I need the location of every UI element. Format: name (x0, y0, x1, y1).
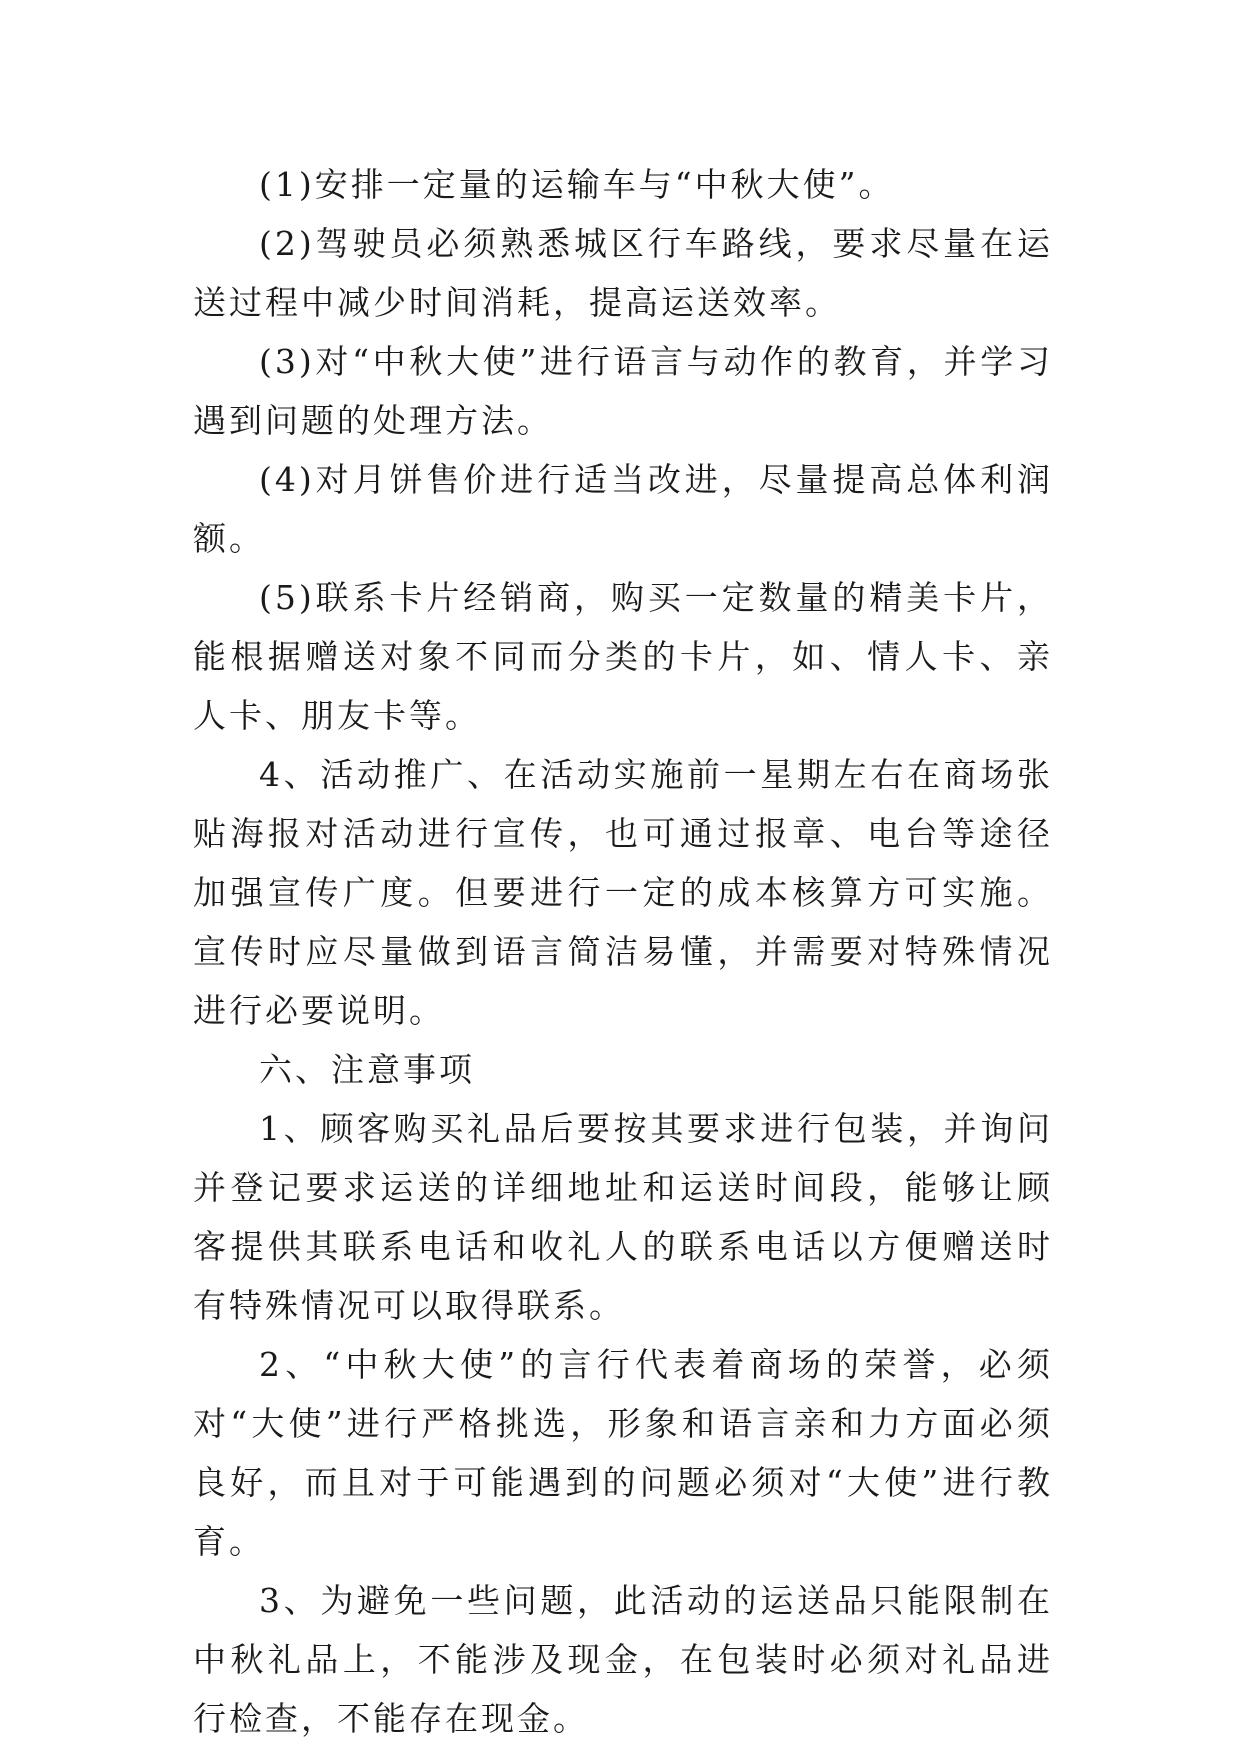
paragraph-item-4: (4)对月饼售价进行适当改进，尽量提高总体利润额。 (193, 460, 1053, 558)
paragraph-promotion: 4、活动推广、在活动实施前一星期左右在商场张贴海报对活动进行宣传，也可通过报章、电台等途径加强宣传广度。但要进行一定的成本核算方可实施。宣传时应尽量做到语言简洁易懂，并需要对特殊情况进行必要说明。 (193, 755, 1053, 1030)
paragraph-item-5: (5)联系卡片经销商，购买一定数量的精美卡片，能根据赠送对象不同而分类的卡片，如、情人卡、亲人卡、朋友卡等。 (193, 578, 1053, 735)
paragraph-note-1: 1、顾客购买礼品后要按其要求进行包装，并询问并登记要求运送的详细地址和运送时间段，能够让顾客提供其联系电话和收礼人的联系电话以方便赠送时有特殊情况可以取得联系。 (193, 1109, 1053, 1325)
document-body (193, 155, 1053, 1748)
paragraph-item-2: (2)驾驶员必须熟悉城区行车路线，要求尽量在运送过程中减少时间消耗，提高运送效率。 (193, 224, 1053, 322)
paragraph-note-2: 2、“中秋大使”的言行代表着商场的荣誉，必须对“大使”进行严格挑选，形象和语言亲和力方面必须良好，而且对于可能遇到的问题必须对“大使”进行教育。 (193, 1345, 1053, 1561)
paragraph-item-3: (3)对“中秋大使”进行语言与动作的教育，并学习遇到问题的处理方法。 (193, 342, 1053, 440)
paragraph-item-1: (1)安排一定量的运输车与“中秋大使”。 (259, 165, 895, 204)
paragraph-note-3: 3、为避免一些问题，此活动的运送品只能限制在中秋礼品上，不能涉及现金，在包装时必须对礼品进行检查，不能存在现金。 (193, 1581, 1053, 1738)
section-heading-notes: 六、注意事项 (259, 1050, 475, 1089)
